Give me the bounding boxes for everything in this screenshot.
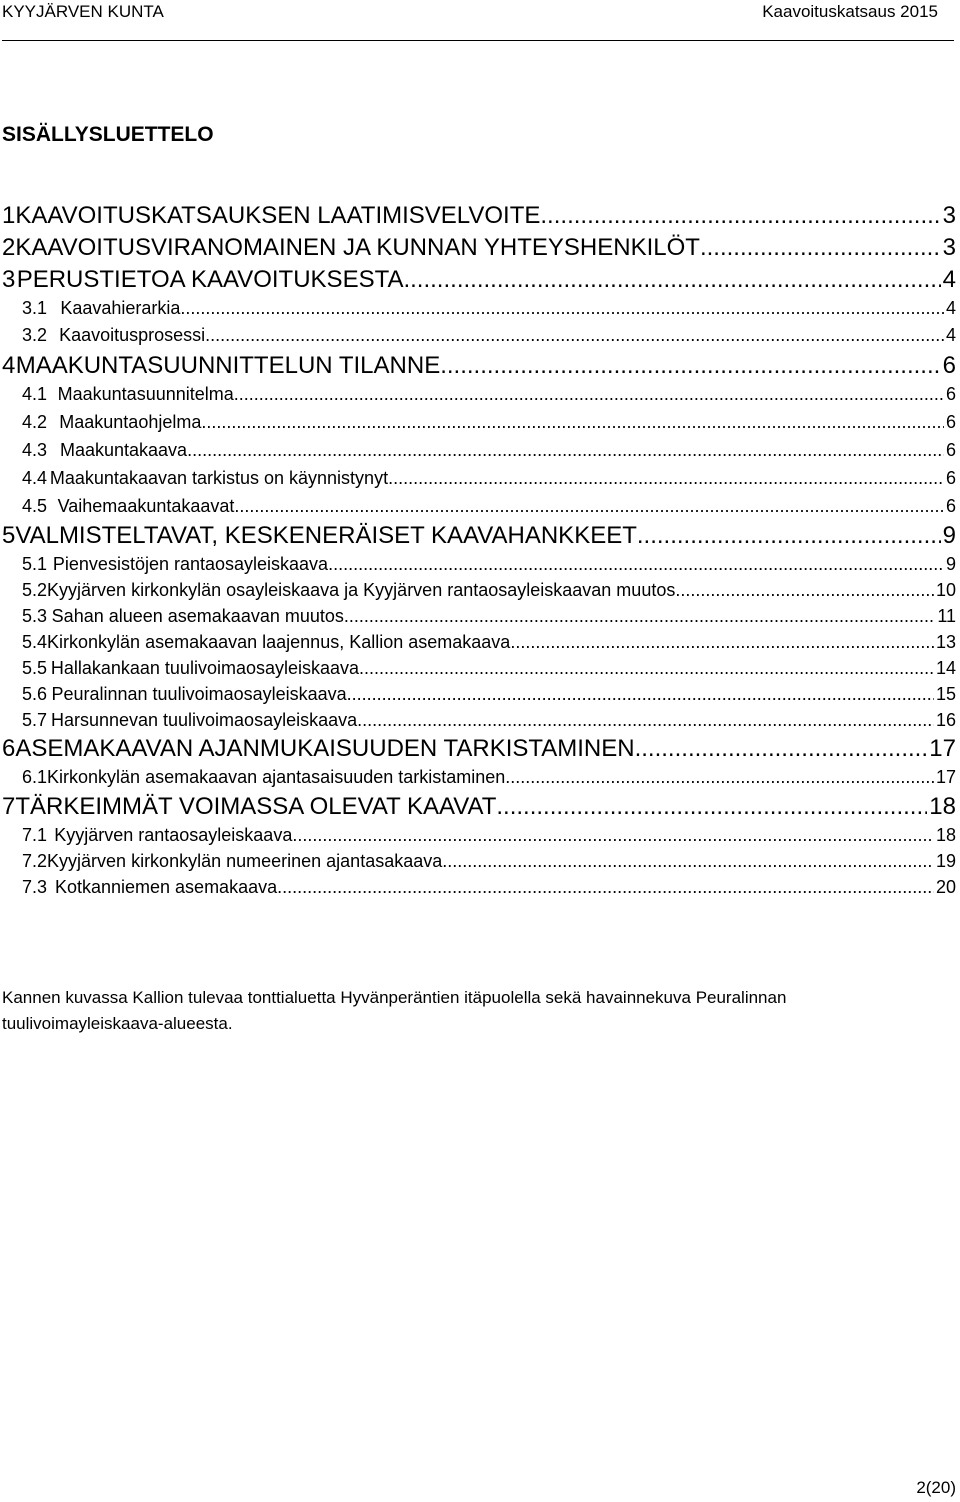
toc-entry-number: 4.3 <box>22 440 48 460</box>
toc-entry-page: 4 <box>945 325 956 345</box>
toc-entry-page: 19 <box>935 851 956 871</box>
toc-entry-number: 4.4 <box>22 468 48 488</box>
toc-entry-title: Kaavoitusprosessi <box>59 325 206 345</box>
toc-entry-page: 6 <box>945 468 956 488</box>
toc-entry[interactable] <box>0 632 960 658</box>
toc-entry-page: 18 <box>929 793 956 820</box>
toc-entry-page: 6 <box>945 440 956 460</box>
toc-entry-leader <box>675 580 934 601</box>
toc-entry-leader <box>357 710 934 731</box>
toc-entry-title: Hallakankaan tuulivoimaosayleiskaava <box>50 658 360 678</box>
toc-entry-number: 5 <box>2 522 16 549</box>
toc-entry-page: 4 <box>942 266 956 293</box>
toc-entry-leader <box>510 632 934 653</box>
toc-entry-leader <box>403 266 940 294</box>
header-divider <box>2 40 954 41</box>
toc-entry-page: 6 <box>945 496 956 516</box>
toc-entry-leader <box>700 234 941 262</box>
toc-entry-number: 6.1 <box>22 767 48 787</box>
toc-entry-page: 17 <box>935 767 956 787</box>
toc-entry-page: 10 <box>935 580 956 600</box>
header-document-title: Kaavoituskatsaus 2015 <box>762 2 938 21</box>
toc-entry-page: 14 <box>935 658 956 678</box>
toc-entry-leader <box>328 554 944 575</box>
toc-entry-leader <box>292 825 934 846</box>
toc-entry-title: Maakuntaohjelma <box>59 412 202 432</box>
toc-entry[interactable] <box>0 412 960 438</box>
toc-entry-title: VALMISTELTAVAT, KESKENERÄISET KAAVAHANKKEET <box>15 522 637 549</box>
toc-entry-number: 7.1 <box>22 825 48 845</box>
toc-entry[interactable] <box>0 684 960 710</box>
toc-entry-leader <box>277 877 934 898</box>
toc-entry-title: Harsunnevan tuulivoimaosayleiskaava <box>50 710 358 730</box>
toc-entry-title: PERUSTIETOA KAAVOITUKSESTA <box>16 266 404 293</box>
toc-entry[interactable] <box>0 496 960 522</box>
toc-entry-leader <box>540 202 940 230</box>
toc-entry-title: ASEMAKAAVAN AJANMUKAISUUDEN TARKISTAMINEN <box>15 735 635 762</box>
toc-entry[interactable] <box>0 851 960 877</box>
toc-entry-page: 17 <box>929 735 956 762</box>
toc-title: SISÄLLYSLUETTELO <box>2 123 214 146</box>
toc-entry-leader <box>637 522 941 550</box>
toc-entry[interactable] <box>0 793 960 825</box>
header-organization: KYYJÄRVEN KUNTA <box>2 2 164 21</box>
toc-entry-number: 5.5 <box>22 658 48 678</box>
toc-entry-number: 6 <box>2 735 16 762</box>
toc-entry[interactable] <box>0 710 960 736</box>
toc-entry-number: 2 <box>2 234 16 261</box>
toc-entry[interactable] <box>0 554 960 580</box>
toc-entry-page: 3 <box>942 234 956 261</box>
toc-entry[interactable] <box>0 767 960 793</box>
toc-entry[interactable] <box>0 325 960 351</box>
toc-entry-leader <box>635 735 928 763</box>
toc-entry-title: TÄRKEIMMÄT VOIMASSA OLEVAT KAAVAT <box>15 793 497 820</box>
toc-entry[interactable] <box>0 606 960 632</box>
toc-entry-title: Sahan alueen asemakaavan muutos <box>51 606 344 626</box>
toc-entry-title: MAAKUNTASUUNNITTELUN TILANNE <box>15 352 441 379</box>
toc-entry-number: 5.4 <box>22 632 48 652</box>
toc-entry-title: Kaavahierarkia <box>60 298 181 318</box>
toc-entry-leader <box>347 684 934 705</box>
toc-entry[interactable] <box>0 468 960 494</box>
toc-entry-title: Kyyjärven kirkonkylän osayleiskaava ja Kyyjärven rantaosayleiskaavan muutos <box>47 580 676 600</box>
toc-entry[interactable] <box>0 877 960 903</box>
toc-entry-number: 5.3 <box>22 606 48 626</box>
toc-entry[interactable] <box>0 266 960 298</box>
toc-entry-title: Kirkonkylän asemakaavan laajennus, Kallion asemakaava <box>47 632 511 652</box>
toc-entry[interactable] <box>0 352 960 384</box>
toc-entry-leader <box>201 412 944 433</box>
toc-entry-number: 3.2 <box>22 325 48 345</box>
toc-entry-title: Maakuntakaava <box>59 440 188 460</box>
toc-entry[interactable] <box>0 234 960 266</box>
toc-entry-page: 6 <box>945 384 956 404</box>
toc-entry-leader <box>234 384 944 405</box>
toc-entry-number: 5.6 <box>22 684 48 704</box>
toc-entry-title: Maakuntasuunnitelma <box>57 384 234 404</box>
toc-entry-page: 18 <box>935 825 956 845</box>
toc-entry-leader <box>187 440 944 461</box>
toc-entry-title: Pienvesistöjen rantaosayleiskaava <box>52 554 329 574</box>
toc-entry-page: 20 <box>935 877 956 897</box>
toc-entry-leader <box>234 496 944 517</box>
toc-entry-leader <box>180 298 944 319</box>
toc-entry[interactable] <box>0 825 960 851</box>
toc-entry-leader <box>388 468 944 489</box>
toc-entry-number: 5.2 <box>22 580 48 600</box>
toc-entry-title: Vaihemaakuntakaavat <box>57 496 235 516</box>
toc-entry-leader <box>344 606 935 627</box>
toc-entry[interactable] <box>0 202 960 234</box>
toc-entry-number: 3 <box>2 266 16 293</box>
toc-entry[interactable] <box>0 580 960 606</box>
toc-entry-page: 9 <box>942 522 956 549</box>
toc-entry-page: 6 <box>945 412 956 432</box>
toc-entry[interactable] <box>0 298 960 324</box>
toc-entry-page: 9 <box>945 554 956 574</box>
toc-entry-page: 16 <box>935 710 956 730</box>
toc-entry-title: Kirkonkylän asemakaavan ajantasaisuuden tarkistaminen <box>47 767 506 787</box>
toc-entry-number: 5.1 <box>22 554 48 574</box>
toc-entry-title: Kyyjärven rantaosayleiskaava <box>54 825 293 845</box>
toc-entry-number: 5.7 <box>22 710 48 730</box>
page-number: 2(20) <box>916 1478 956 1497</box>
toc-entry-leader <box>496 793 927 821</box>
toc-entry-number: 7.2 <box>22 851 48 871</box>
toc-entry-leader <box>440 352 940 380</box>
toc-entry[interactable] <box>0 658 960 684</box>
toc-entry-number: 1 <box>2 202 16 229</box>
toc-entry-page: 6 <box>942 352 956 379</box>
toc-entry-number: 4 <box>2 352 16 379</box>
toc-entry[interactable] <box>0 440 960 466</box>
toc-entry-leader <box>205 325 944 346</box>
toc-entry[interactable] <box>0 735 960 767</box>
toc-entry-page: 3 <box>942 202 956 229</box>
toc-entry-page: 13 <box>935 632 956 652</box>
toc-entry-leader <box>359 658 934 679</box>
toc-entry-title: Kotkanniemen asemakaava <box>54 877 278 897</box>
toc-entry-page: 15 <box>935 684 956 704</box>
toc-entry-number: 3.1 <box>22 298 48 318</box>
toc-entry-page: 4 <box>945 298 956 318</box>
toc-entry-title: Peuralinnan tuulivoimaosayleiskaava <box>51 684 347 704</box>
toc-entry-title: KAAVOITUSKATSAUKSEN LAATIMISVELVOITE <box>15 202 541 229</box>
toc-entry-number: 4.5 <box>22 496 48 516</box>
page-header <box>0 2 960 28</box>
toc-entry-title: Kyyjärven kirkonkylän numeerinen ajantasakaava <box>47 851 443 871</box>
toc-entry[interactable] <box>0 522 960 554</box>
toc-entry-leader <box>505 767 934 788</box>
toc-entry-number: 7 <box>2 793 16 820</box>
toc-entry-number: 7.3 <box>22 877 48 897</box>
toc-entry-page: 11 <box>937 606 956 626</box>
toc-entry-title: Maakuntakaavan tarkistus on käynnistynyt <box>49 468 389 488</box>
toc-entry-number: 4.2 <box>22 412 48 432</box>
toc-entry-number: 4.1 <box>22 384 48 404</box>
toc-entry-title: KAAVOITUSVIRANOMAINEN JA KUNNAN YHTEYSHENKILÖT <box>15 234 700 261</box>
toc-entry-leader <box>442 851 934 872</box>
toc-entry[interactable] <box>0 384 960 410</box>
cover-caption: Kannen kuvassa Kallion tulevaa tonttialuetta Hyvänperäntien itäpuolella sekä havainnekuva Peuralinnan tuulivoimayleiskaava-alueesta. <box>2 988 787 1033</box>
